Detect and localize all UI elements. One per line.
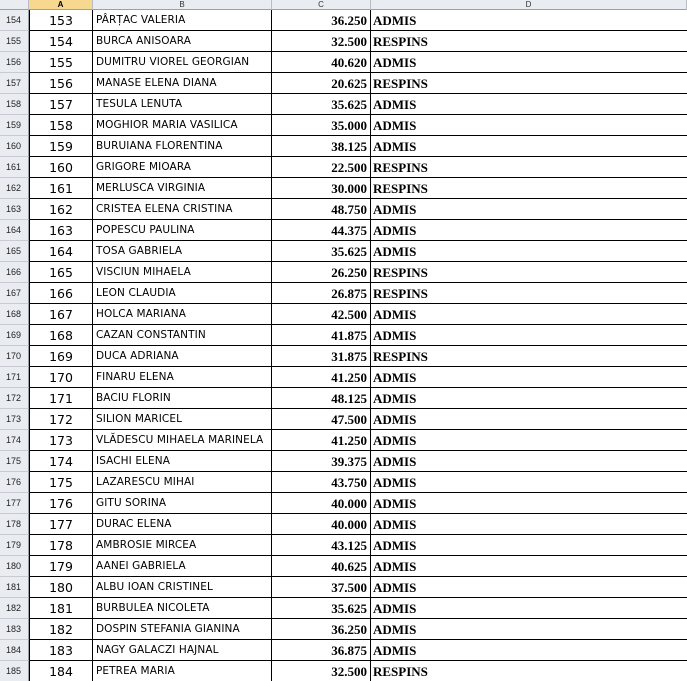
- cell-nr[interactable]: 179: [29, 556, 93, 577]
- cell-name[interactable]: TOSA GABRIELA: [93, 241, 272, 262]
- cell-result[interactable]: ADMIS: [371, 241, 687, 262]
- cell-name[interactable]: BURCA ANISOARA: [93, 31, 272, 52]
- cell-score[interactable]: 37.500: [272, 577, 371, 598]
- table-row: [0, 346, 687, 367]
- row-number-header[interactable]: 161: [0, 157, 29, 178]
- cell-result[interactable]: ADMIS: [371, 493, 687, 514]
- cell-nr[interactable]: 169: [29, 346, 93, 367]
- row-number-header[interactable]: 171: [0, 367, 29, 388]
- cell-result[interactable]: RESPINS: [371, 262, 687, 283]
- table-row: [0, 31, 687, 52]
- row-number-header[interactable]: 158: [0, 94, 29, 115]
- table-row: [0, 472, 687, 493]
- cell-nr[interactable]: 155: [29, 52, 93, 73]
- cell-nr[interactable]: 157: [29, 94, 93, 115]
- row-number-header[interactable]: 168: [0, 304, 29, 325]
- row-number-header[interactable]: 175: [0, 451, 29, 472]
- cell-result[interactable]: RESPINS: [371, 31, 687, 52]
- cell-score[interactable]: 26.250: [272, 262, 371, 283]
- cell-nr[interactable]: 175: [29, 472, 93, 493]
- cell-score[interactable]: 40.000: [272, 514, 371, 535]
- cell-name[interactable]: LAZARESCU MIHAI: [93, 472, 272, 493]
- row-number-header[interactable]: 159: [0, 115, 29, 136]
- cell-name[interactable]: AANEI GABRIELA: [93, 556, 272, 577]
- row-number-header[interactable]: 166: [0, 262, 29, 283]
- row-number-header[interactable]: 172: [0, 388, 29, 409]
- table-row: [0, 661, 687, 681]
- cell-nr[interactable]: 168: [29, 325, 93, 346]
- cell-name[interactable]: CAZAN CONSTANTIN: [93, 325, 272, 346]
- cell-nr[interactable]: 159: [29, 136, 93, 157]
- cell-name[interactable]: VLĂDESCU MIHAELA MARINELA: [93, 430, 272, 451]
- cell-name[interactable]: LEON CLAUDIA: [93, 283, 272, 304]
- column-header-a[interactable]: A: [29, 0, 93, 10]
- cell-nr[interactable]: 178: [29, 535, 93, 556]
- table-row: [0, 283, 687, 304]
- cell-nr[interactable]: 163: [29, 220, 93, 241]
- cell-score[interactable]: 36.250: [272, 10, 371, 31]
- cell-score[interactable]: 48.125: [272, 388, 371, 409]
- row-number-header[interactable]: 162: [0, 178, 29, 199]
- cell-score[interactable]: 40.620: [272, 52, 371, 73]
- cell-result[interactable]: ADMIS: [371, 136, 687, 157]
- cell-nr[interactable]: 166: [29, 283, 93, 304]
- row-number-header[interactable]: 155: [0, 31, 29, 52]
- cell-name[interactable]: PETREA MARIA: [93, 661, 272, 681]
- row-number-header[interactable]: 181: [0, 577, 29, 598]
- cell-score[interactable]: 32.500: [272, 31, 371, 52]
- cell-result[interactable]: ADMIS: [371, 115, 687, 136]
- cell-nr[interactable]: 156: [29, 73, 93, 94]
- cell-score[interactable]: 40.000: [272, 493, 371, 514]
- cell-nr[interactable]: 167: [29, 304, 93, 325]
- table-row: [0, 199, 687, 220]
- cell-score[interactable]: 22.500: [272, 157, 371, 178]
- cell-score[interactable]: 41.250: [272, 430, 371, 451]
- table-row: [0, 325, 687, 346]
- table-row: [0, 178, 687, 199]
- table-row: [0, 514, 687, 535]
- cell-score[interactable]: 35.625: [272, 241, 371, 262]
- cell-name[interactable]: SILION MARICEL: [93, 409, 272, 430]
- select-all-corner[interactable]: [0, 0, 29, 10]
- cell-nr[interactable]: 183: [29, 640, 93, 661]
- cell-name[interactable]: DUMITRU VIOREL GEORGIAN: [93, 52, 272, 73]
- cell-name[interactable]: DURAC ELENA: [93, 514, 272, 535]
- table-row: [0, 598, 687, 619]
- row-number-header[interactable]: 176: [0, 472, 29, 493]
- table-row: [0, 262, 687, 283]
- cell-result[interactable]: ADMIS: [371, 451, 687, 472]
- table-row: [0, 640, 687, 661]
- cell-nr[interactable]: 164: [29, 241, 93, 262]
- cell-result[interactable]: ADMIS: [371, 640, 687, 661]
- data-rows: [0, 10, 687, 681]
- row-number-header[interactable]: 163: [0, 199, 29, 220]
- row-number-header[interactable]: 169: [0, 325, 29, 346]
- cell-result[interactable]: RESPINS: [371, 346, 687, 367]
- cell-name[interactable]: TESULA LENUTA: [93, 94, 272, 115]
- cell-score[interactable]: 26.875: [272, 283, 371, 304]
- cell-score[interactable]: 44.375: [272, 220, 371, 241]
- column-header-c[interactable]: C: [272, 0, 371, 10]
- row-number-header[interactable]: 178: [0, 514, 29, 535]
- cell-name[interactable]: AMBROSIE MIRCEA: [93, 535, 272, 556]
- cell-name[interactable]: DOSPIN STEFANIA GIANINA: [93, 619, 272, 640]
- cell-nr[interactable]: 172: [29, 409, 93, 430]
- cell-result[interactable]: ADMIS: [371, 598, 687, 619]
- cell-result[interactable]: ADMIS: [371, 220, 687, 241]
- cell-result[interactable]: ADMIS: [371, 94, 687, 115]
- cell-score[interactable]: 41.250: [272, 367, 371, 388]
- row-number-header[interactable]: 180: [0, 556, 29, 577]
- table-row: [0, 94, 687, 115]
- cell-nr[interactable]: 161: [29, 178, 93, 199]
- table-row: [0, 304, 687, 325]
- cell-nr[interactable]: 171: [29, 388, 93, 409]
- cell-result[interactable]: ADMIS: [371, 388, 687, 409]
- cell-nr[interactable]: 180: [29, 577, 93, 598]
- cell-result[interactable]: RESPINS: [371, 157, 687, 178]
- cell-result[interactable]: ADMIS: [371, 472, 687, 493]
- row-number-header[interactable]: 184: [0, 640, 29, 661]
- table-row: [0, 52, 687, 73]
- table-row: [0, 220, 687, 241]
- table-row: [0, 430, 687, 451]
- cell-nr[interactable]: 170: [29, 367, 93, 388]
- table-row: [0, 493, 687, 514]
- table-row: [0, 535, 687, 556]
- cell-name[interactable]: ALBU IOAN CRISTINEL: [93, 577, 272, 598]
- cell-score[interactable]: 47.500: [272, 409, 371, 430]
- table-row: [0, 619, 687, 640]
- row-number-header[interactable]: 165: [0, 241, 29, 262]
- cell-nr[interactable]: 181: [29, 598, 93, 619]
- row-number-header[interactable]: 173: [0, 409, 29, 430]
- cell-name[interactable]: FINARU ELENA: [93, 367, 272, 388]
- cell-score[interactable]: 43.750: [272, 472, 371, 493]
- table-row: [0, 136, 687, 157]
- cell-name[interactable]: GRIGORE MIOARA: [93, 157, 272, 178]
- table-row: [0, 388, 687, 409]
- cell-name[interactable]: DUCA ADRIANA: [93, 346, 272, 367]
- row-number-header[interactable]: 157: [0, 73, 29, 94]
- cell-result[interactable]: RESPINS: [371, 661, 687, 681]
- cell-score[interactable]: 42.500: [272, 304, 371, 325]
- cell-name[interactable]: BURBULEA NICOLETA: [93, 598, 272, 619]
- row-number-header[interactable]: 174: [0, 430, 29, 451]
- row-number-header[interactable]: 185: [0, 661, 29, 681]
- cell-score[interactable]: 36.250: [272, 619, 371, 640]
- cell-result[interactable]: ADMIS: [371, 367, 687, 388]
- cell-name[interactable]: MOGHIOR MARIA VASILICA: [93, 115, 272, 136]
- cell-score[interactable]: 43.125: [272, 535, 371, 556]
- row-number-header[interactable]: 170: [0, 346, 29, 367]
- cell-result[interactable]: RESPINS: [371, 178, 687, 199]
- cell-result[interactable]: ADMIS: [371, 10, 687, 31]
- cell-nr[interactable]: 174: [29, 451, 93, 472]
- cell-nr[interactable]: 153: [29, 10, 93, 31]
- cell-name[interactable]: NAGY GALACZI HAJNAL: [93, 640, 272, 661]
- cell-score[interactable]: 36.875: [272, 640, 371, 661]
- cell-score[interactable]: 30.000: [272, 178, 371, 199]
- cell-name[interactable]: PÂRȚAC VALERIA: [93, 10, 272, 31]
- cell-score[interactable]: 40.625: [272, 556, 371, 577]
- column-header-b[interactable]: B: [93, 0, 272, 10]
- cell-nr[interactable]: 165: [29, 262, 93, 283]
- cell-score[interactable]: 39.375: [272, 451, 371, 472]
- table-row: [0, 115, 687, 136]
- cell-nr[interactable]: 177: [29, 514, 93, 535]
- cell-nr[interactable]: 182: [29, 619, 93, 640]
- cell-name[interactable]: ISACHI ELENA: [93, 451, 272, 472]
- table-row: [0, 157, 687, 178]
- cell-score[interactable]: 41.875: [272, 325, 371, 346]
- row-number-header[interactable]: 182: [0, 598, 29, 619]
- cell-result[interactable]: ADMIS: [371, 409, 687, 430]
- cell-name[interactable]: GITU SORINA: [93, 493, 272, 514]
- cell-name[interactable]: CRISTEA ELENA CRISTINA: [93, 199, 272, 220]
- cell-result[interactable]: RESPINS: [371, 73, 687, 94]
- table-row: [0, 451, 687, 472]
- cell-score[interactable]: 35.000: [272, 115, 371, 136]
- cell-result[interactable]: ADMIS: [371, 619, 687, 640]
- cell-nr[interactable]: 176: [29, 493, 93, 514]
- cell-nr[interactable]: 160: [29, 157, 93, 178]
- cell-name[interactable]: POPESCU PAULINA: [93, 220, 272, 241]
- cell-score[interactable]: 35.625: [272, 94, 371, 115]
- cell-result[interactable]: ADMIS: [371, 52, 687, 73]
- cell-name[interactable]: MERLUSCA VIRGINIA: [93, 178, 272, 199]
- row-number-header[interactable]: 160: [0, 136, 29, 157]
- cell-name[interactable]: HOLCA MARIANA: [93, 304, 272, 325]
- cell-result[interactable]: ADMIS: [371, 304, 687, 325]
- table-row: [0, 10, 687, 31]
- table-row: [0, 241, 687, 262]
- cell-name[interactable]: BACIU FLORIN: [93, 388, 272, 409]
- cell-result[interactable]: ADMIS: [371, 430, 687, 451]
- cell-score[interactable]: 31.875: [272, 346, 371, 367]
- row-number-header[interactable]: 167: [0, 283, 29, 304]
- cell-result[interactable]: ADMIS: [371, 199, 687, 220]
- cell-result[interactable]: ADMIS: [371, 325, 687, 346]
- row-number-header[interactable]: 179: [0, 535, 29, 556]
- cell-result[interactable]: ADMIS: [371, 556, 687, 577]
- cell-nr[interactable]: 162: [29, 199, 93, 220]
- cell-result[interactable]: ADMIS: [371, 535, 687, 556]
- table-row: [0, 409, 687, 430]
- row-number-header[interactable]: 177: [0, 493, 29, 514]
- cell-nr[interactable]: 173: [29, 430, 93, 451]
- cell-nr[interactable]: 158: [29, 115, 93, 136]
- table-row: [0, 577, 687, 598]
- cell-name[interactable]: VISCIUN MIHAELA: [93, 262, 272, 283]
- row-number-header[interactable]: 156: [0, 52, 29, 73]
- cell-nr[interactable]: 184: [29, 661, 93, 681]
- cell-name[interactable]: MANASE ELENA DIANA: [93, 73, 272, 94]
- cell-score[interactable]: 38.125: [272, 136, 371, 157]
- table-row: [0, 73, 687, 94]
- table-row: [0, 367, 687, 388]
- cell-result[interactable]: ADMIS: [371, 514, 687, 535]
- row-number-header[interactable]: 154: [0, 10, 29, 31]
- cell-score[interactable]: 32.500: [272, 661, 371, 681]
- cell-result[interactable]: ADMIS: [371, 577, 687, 598]
- row-number-header[interactable]: 183: [0, 619, 29, 640]
- cell-score[interactable]: 20.625: [272, 73, 371, 94]
- cell-name[interactable]: BURUIANA FLORENTINA: [93, 136, 272, 157]
- column-header-d[interactable]: D: [371, 0, 687, 10]
- cell-score[interactable]: 35.625: [272, 598, 371, 619]
- cell-result[interactable]: RESPINS: [371, 283, 687, 304]
- table-row: [0, 556, 687, 577]
- row-number-header[interactable]: 164: [0, 220, 29, 241]
- cell-score[interactable]: 48.750: [272, 199, 371, 220]
- cell-nr[interactable]: 154: [29, 31, 93, 52]
